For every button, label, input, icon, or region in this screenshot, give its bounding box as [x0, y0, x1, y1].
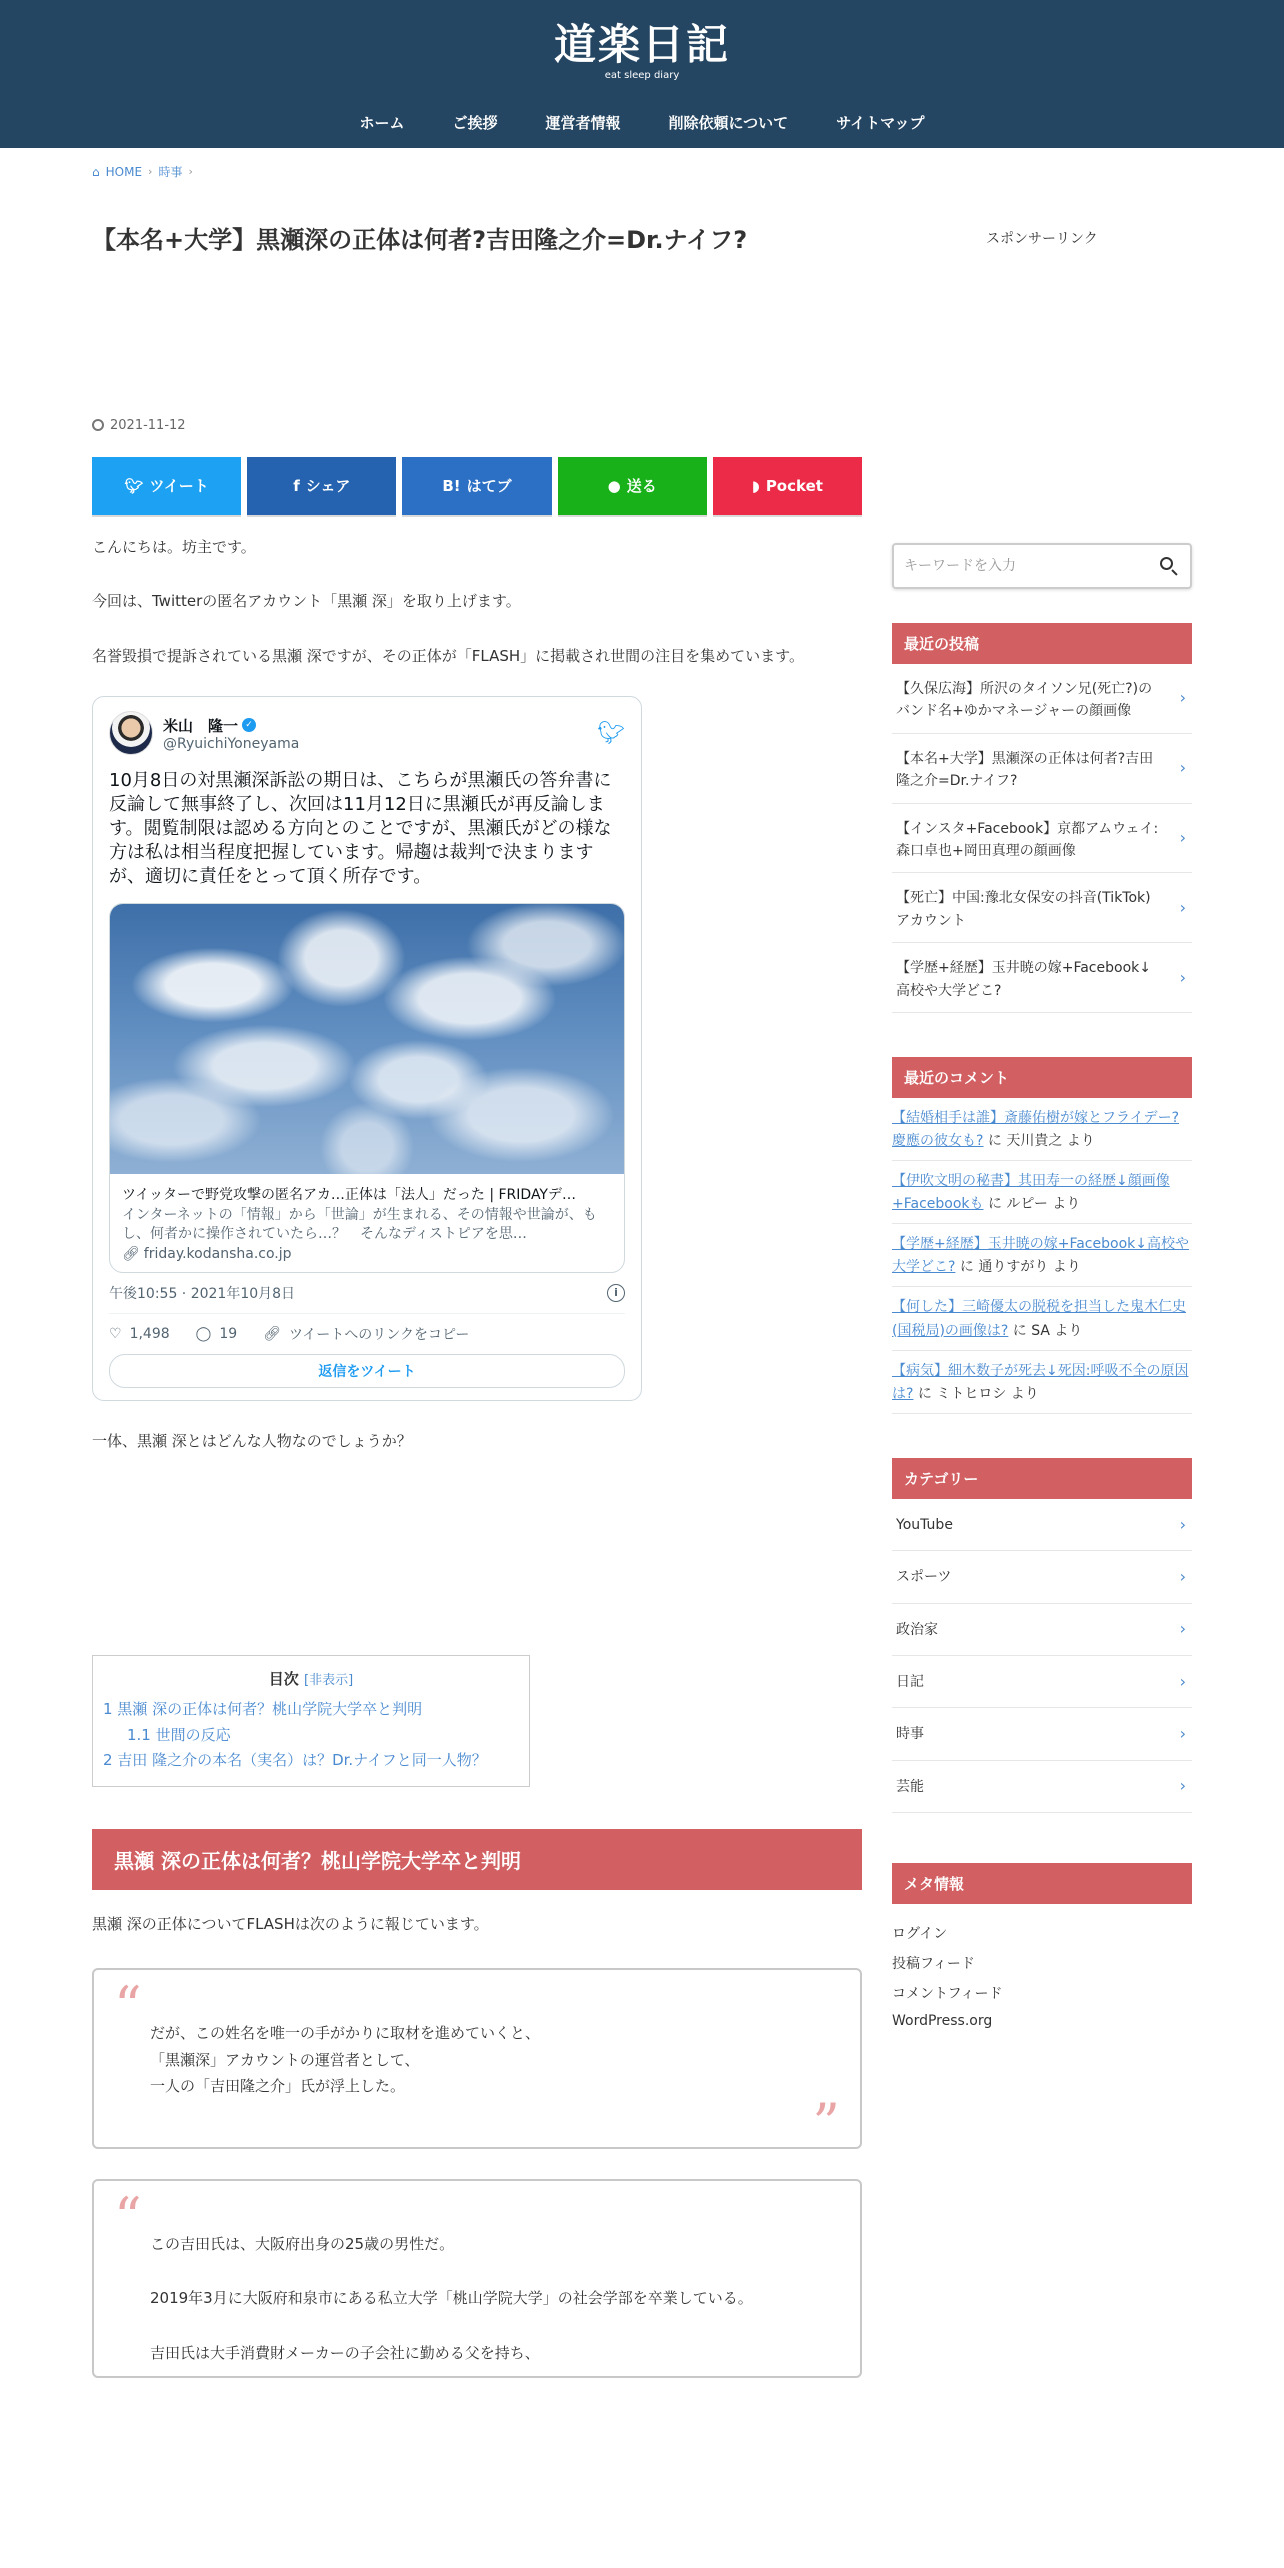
copy-link-label: ツイートへのリンクをコピー	[288, 1326, 470, 1343]
nav-sitemap[interactable]: サイトマップ	[836, 114, 925, 132]
quote-line: 一人の「吉田隆之介」氏が浮上した。	[150, 2076, 406, 2095]
nav-operator-info[interactable]: 運営者情報	[545, 114, 621, 132]
card-image	[110, 904, 624, 1174]
hatena-icon: B!	[442, 476, 461, 495]
share-label: 送る	[626, 477, 657, 496]
link-icon: 🔗︎	[263, 1325, 281, 1342]
tweet-header	[109, 711, 625, 755]
category-item[interactable]	[892, 1604, 1192, 1656]
list-item[interactable]	[892, 734, 1192, 804]
card-title: ツイッターで野党攻撃の匿名アカ…正体は「法人」だった | FRIDAYデ…	[122, 1186, 576, 1203]
reply-count: 19	[219, 1325, 238, 1342]
tweet-handle[interactable]: @RyuichiYoneyama	[163, 735, 300, 752]
list-item	[892, 1161, 1192, 1224]
share-label: シェア	[305, 477, 351, 496]
quote-line: 「黒瀬深」アカウントの運営者として、	[150, 2050, 420, 2069]
card-domain	[122, 1246, 612, 1262]
search-input[interactable]	[904, 558, 1158, 574]
list-item[interactable]	[892, 804, 1192, 874]
chevron-right-icon: ›	[1179, 1671, 1186, 1691]
heart-icon: ♡	[109, 1325, 122, 1342]
recent-posts-list	[892, 664, 1192, 1013]
list-item	[892, 1287, 1192, 1350]
main-content	[92, 210, 862, 2378]
share-buttons	[92, 457, 862, 515]
chevron-right-icon: ›	[148, 165, 153, 178]
reply-tweet-button[interactable]: 返信をツイート	[109, 1354, 625, 1388]
reply-count-button[interactable]	[196, 1326, 238, 1342]
meta-comments-feed-link[interactable]: コメントフィード	[892, 1986, 1003, 2003]
list-item[interactable]	[892, 943, 1192, 1013]
chevron-right-icon: ›	[1179, 1724, 1186, 1744]
quote-line: だが、この姓名を唯一の手がかりに取材を進めていくと、	[150, 2024, 541, 2043]
meta-login-link[interactable]: ログイン	[892, 1926, 948, 1943]
category-label: 時事	[896, 1726, 924, 1743]
quote-line: 2019年3月に大阪府和泉市にある私立大学「桃山学院大学」の社会学部を卒業している。	[150, 2289, 753, 2308]
toc-toggle[interactable]: [非表示]	[304, 1673, 354, 1689]
post-link: 【久保広海】所沢のタイソン兄(死亡?)のバンド名+ゆかマネージャーの顔画像	[896, 681, 1153, 720]
paragraph: こんにちは。坊主です。	[92, 537, 256, 556]
pocket-icon: ◗	[751, 476, 760, 495]
comment-author: に 通りすがり より	[955, 1259, 1081, 1276]
comment-author: に SA より	[1008, 1322, 1083, 1339]
paragraph: 一体、黒瀬 深とはどんな人物なのでしょうか？	[92, 1431, 412, 1450]
meta-wordpress-link[interactable]: WordPress.org	[892, 2013, 993, 2030]
blockquote	[92, 2179, 862, 2378]
category-label: 芸能	[896, 1778, 924, 1795]
meta-title: メタ情報	[892, 1863, 1192, 1904]
chevron-right-icon: ›	[1179, 1619, 1186, 1639]
quote-close-icon: ”	[812, 2092, 840, 2156]
tweet-actions	[109, 1324, 625, 1344]
comment-post-link[interactable]: 【伊吹文明の秘書】其田寿一の経歴↓顔画像+Facebookも	[892, 1173, 1170, 1213]
global-nav	[0, 106, 1284, 139]
search-icon[interactable]	[1158, 555, 1180, 577]
comment-author: に 天川貴之 より	[983, 1133, 1095, 1149]
list-item	[892, 1098, 1192, 1161]
comment-icon: ◯	[195, 1325, 212, 1342]
nav-greeting[interactable]: ご挨拶	[452, 114, 498, 132]
recent-comments-title: 最近のコメント	[892, 1057, 1192, 1098]
paragraph: 黒瀬 深の正体についてFLASHは次のように報じています。	[92, 1914, 489, 1933]
share-facebook-button[interactable]	[247, 457, 396, 515]
line-icon: ●	[607, 476, 621, 495]
info-icon[interactable]: i	[607, 1284, 625, 1302]
sponsor-label: スポンサーリンク	[986, 231, 1098, 247]
verified-icon: ✓	[242, 718, 256, 732]
quote-open-icon: “	[114, 2186, 142, 2250]
category-label: 日記	[896, 1674, 924, 1691]
tweet-author-name: 米山 隆一	[163, 716, 239, 735]
chevron-right-icon: ›	[1179, 688, 1186, 708]
toc-item[interactable]: 1 黒瀬 深の正体は何者？桃山学院大学卒と判明	[103, 1700, 423, 1719]
breadcrumb-home[interactable]: HOME	[105, 164, 143, 179]
comment-post-link[interactable]: 【学歴+経歴】玉井暁の嫁+Facebook↓高校や大学どこ?	[892, 1236, 1189, 1276]
category-label: スポーツ	[896, 1569, 952, 1586]
list-item[interactable]	[892, 664, 1192, 734]
category-item[interactable]	[892, 1499, 1192, 1551]
recent-comments-list	[892, 1098, 1192, 1414]
link-icon: 🔗︎	[122, 1245, 140, 1262]
post-link: 【本名+大学】黒瀬深の正体は何者?吉田隆之介=Dr.ナイフ?	[896, 750, 1154, 790]
meta-list	[892, 1918, 1192, 2034]
tweet-text: 10月8日の対黒瀬深訴訟の期日は、こちらが黒瀬氏の答弁書に反論して無事終了し、次回は11月12日に黒瀬氏が再反論します。閲覧制限は認める方向とのことですが、黒瀬氏がどの様な方は私は相当程度把握しています。帰趨は裁判で決まりますが、適切に責任をとって頂く所存です。	[109, 770, 612, 887]
categories-title: カテゴリー	[892, 1458, 1192, 1499]
share-label: はてブ	[466, 477, 512, 496]
quote-line: 吉田氏は大手消費財メーカーの子会社に勤める父を持ち、	[150, 2343, 540, 2362]
card-description: インターネットの「情報」から「世論」が生まれる、その情報や世論が、もし、何者かに操作されていたら…？ そんなディストピアを思…	[122, 1206, 597, 1242]
section-heading: 黒瀬 深の正体は何者？桃山学院大学卒と判明	[92, 1829, 862, 1890]
blockquote	[92, 1968, 862, 2156]
tweet-time-text[interactable]: 午後10:55 · 2021年10月8日	[109, 1285, 296, 1302]
twitter-icon: 🐦︎	[124, 476, 144, 495]
category-label: 政治家	[896, 1621, 938, 1638]
chevron-right-icon: ›	[1179, 758, 1186, 778]
breadcrumb-category[interactable]: 時事	[158, 165, 183, 179]
comment-post-link[interactable]: 【病気】細木数子が死去↓死因:呼吸不全の原因は?	[892, 1362, 1189, 1402]
toc-title	[103, 1668, 519, 1689]
site-header	[0, 0, 1284, 148]
category-item[interactable]	[892, 1761, 1192, 1813]
toc-item[interactable]: 2 吉田 隆之介の本名（実名）は？Dr.ナイフと同一人物？	[103, 1751, 487, 1770]
chevron-right-icon: ›	[1179, 1514, 1186, 1534]
chevron-right-icon: ›	[1179, 1567, 1186, 1587]
article-title: 【本名+大学】黒瀬深の正体は何者?吉田隆之介=Dr.ナイフ?	[92, 226, 748, 254]
ad-space	[92, 258, 862, 418]
category-item[interactable]	[892, 1708, 1192, 1760]
chevron-right-icon: ›	[1179, 967, 1186, 987]
article-date	[92, 418, 862, 433]
share-pocket-button[interactable]	[713, 457, 862, 515]
post-link: 【学歴+経歴】玉井暁の嫁+Facebook↓高校や大学どこ?	[896, 960, 1151, 999]
date-text: 2021-11-12	[110, 417, 186, 433]
toc-title-text: 目次	[268, 1670, 299, 1689]
list-item[interactable]	[892, 873, 1192, 943]
share-twitter-button[interactable]	[92, 457, 241, 515]
share-label: ツイート	[149, 477, 209, 496]
clock-icon	[92, 419, 104, 431]
chevron-right-icon: ›	[1179, 1776, 1186, 1796]
sidebar	[892, 210, 1192, 2034]
nav-deletion-request[interactable]: 削除依頼について	[668, 114, 789, 132]
category-item[interactable]	[892, 1551, 1192, 1603]
share-line-button[interactable]	[558, 457, 707, 515]
tweet-link-card[interactable]	[109, 903, 625, 1273]
quote-open-icon: “	[114, 1975, 142, 2039]
comment-author: に ミトヒロシ より	[913, 1385, 1039, 1402]
copy-link-button[interactable]	[263, 1324, 469, 1344]
post-link: 【死亡】中国:豫北女保安の抖音(TikTok)アカウント	[896, 890, 1151, 929]
paragraph: 今回は、Twitterの匿名アカウント「黒瀬 深」を取り上げます。	[92, 592, 521, 611]
like-button[interactable]	[109, 1326, 170, 1342]
categories-list	[892, 1499, 1192, 1813]
card-domain-text: friday.kodansha.co.jp	[143, 1245, 292, 1262]
facebook-icon: f	[293, 476, 300, 495]
paragraph: 名誉毀損で提訴されている黒瀬 深ですが、その正体が「FLASH」に掲載され世間の注目を集めています。	[92, 646, 804, 665]
embedded-tweet	[92, 696, 642, 1401]
chevron-right-icon: ›	[188, 165, 193, 178]
search-box	[892, 543, 1192, 589]
toc-item[interactable]: 1.1 世間の反応	[127, 1725, 231, 1744]
share-label: Pocket	[765, 476, 823, 495]
comment-author: に ルピー より	[983, 1196, 1081, 1213]
recent-posts-title: 最近の投稿	[892, 623, 1192, 664]
share-hatena-button[interactable]	[402, 457, 551, 515]
table-of-contents	[92, 1655, 530, 1787]
twitter-bird-icon[interactable]: 🐦︎	[597, 720, 625, 746]
comment-post-link[interactable]: 【何した】三崎優太の脱税を担当した鬼木仁史(国税局)の画像は?	[892, 1299, 1186, 1339]
tweet-timestamp	[109, 1283, 625, 1314]
ad-space	[92, 1455, 862, 1655]
like-count: 1,498	[129, 1325, 170, 1342]
site-title[interactable]: 道楽日記	[553, 20, 730, 69]
list-item	[892, 1351, 1192, 1414]
meta-posts-feed-link[interactable]: 投稿フィード	[892, 1956, 975, 1973]
category-label: YouTube	[896, 1516, 953, 1533]
home-icon: ⌂	[92, 164, 100, 179]
category-item[interactable]	[892, 1656, 1192, 1708]
chevron-right-icon: ›	[1179, 828, 1186, 848]
tweet-author[interactable]	[163, 715, 299, 736]
post-link: 【インスタ+Facebook】京都アムウェイ:森口卓也+岡田真理の顔画像	[896, 820, 1159, 859]
comment-post-link[interactable]: 【結婚相手は誰】斎藤佑樹が嫁とフライデー?慶應の彼女も?	[892, 1109, 1180, 1149]
list-item	[892, 1224, 1192, 1287]
quote-line: この吉田氏は、大阪府出身の25歳の男性だ。	[150, 2235, 455, 2254]
avatar[interactable]	[109, 711, 153, 755]
nav-home[interactable]: ホーム	[359, 114, 405, 132]
chevron-right-icon: ›	[1179, 897, 1186, 917]
breadcrumb	[92, 163, 193, 180]
site-description: eat sleep diary	[604, 70, 680, 81]
